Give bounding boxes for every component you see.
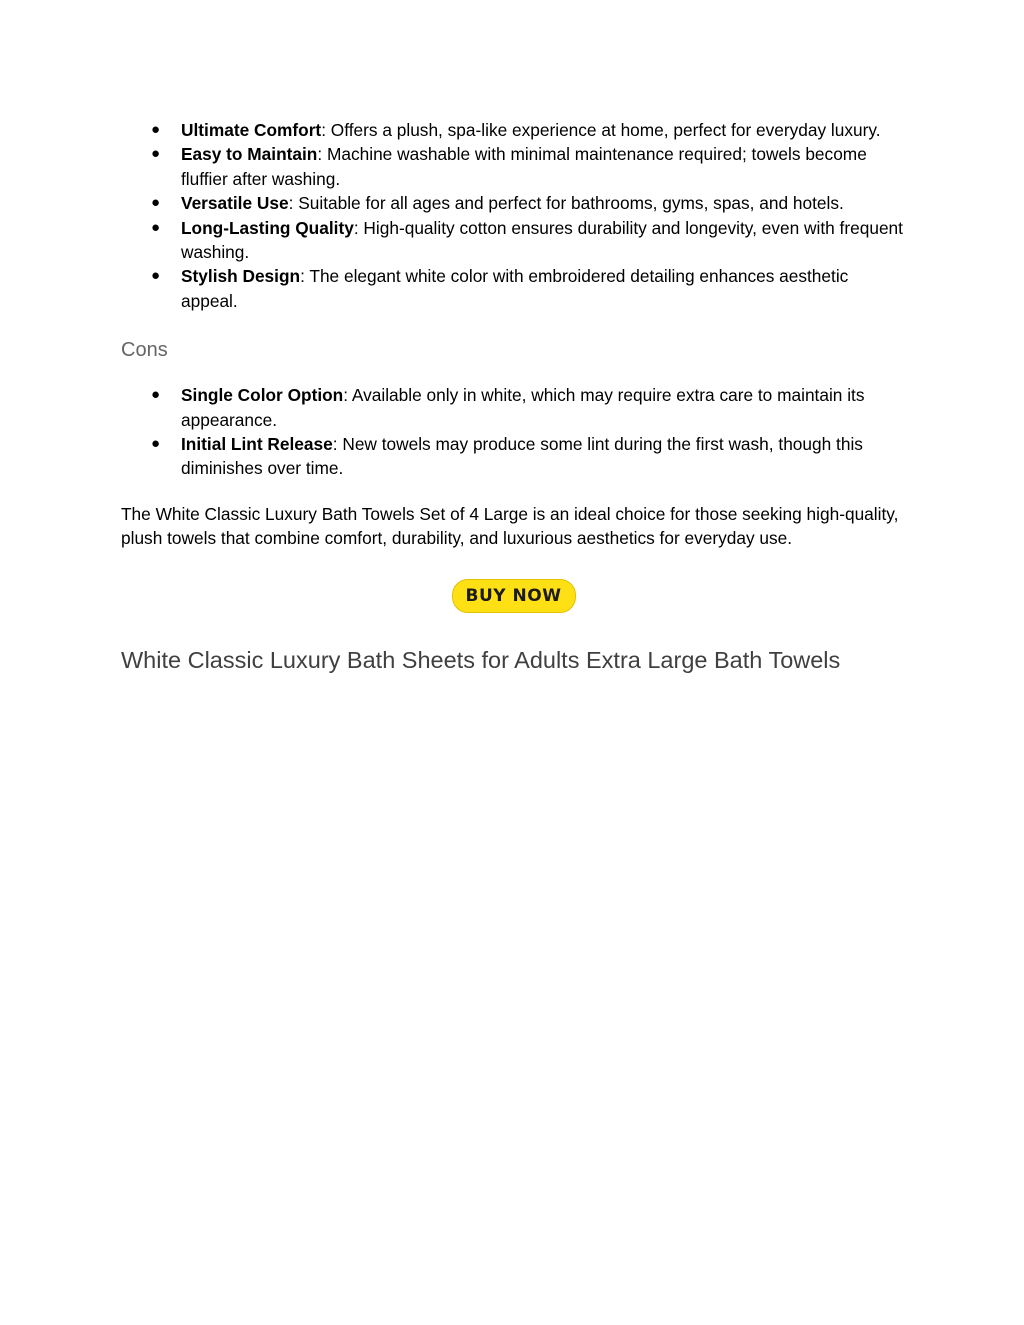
bullet-icon: ● <box>151 386 161 404</box>
summary-paragraph: The White Classic Luxury Bath Towels Set of 4 Large is an ideal choice for those seeking high-quality, plush towels that combine comfort, durability, and luxurious aesthetics for everyday use. <box>121 503 899 549</box>
bullet-icon: ● <box>151 145 161 163</box>
cons-list <box>121 383 906 481</box>
list-item <box>121 142 906 191</box>
pro-title: Easy to Maintain <box>181 144 318 165</box>
section-title: White Classic Luxury Bath Sheets for Adults Extra Large Bath Towels <box>121 646 841 673</box>
list-item <box>121 383 906 432</box>
bullet-icon: ● <box>151 267 161 285</box>
pro-title: Ultimate Comfort <box>181 120 322 140</box>
pro-text: : Suitable for all ages and perfect for bathrooms, gyms, spas, and hotels. <box>288 193 844 214</box>
bullet-icon: ● <box>151 435 161 453</box>
buy-now-container <box>121 579 906 615</box>
con-text: : Available only in white, which may require extra care to maintain its appearance. <box>181 385 865 430</box>
list-item <box>121 118 906 142</box>
list-item <box>121 191 906 215</box>
pro-text: : The elegant white color with embroidered detailing enhances aesthetic appeal. <box>181 266 849 311</box>
buy-now-button[interactable]: BUY NOW <box>452 579 576 613</box>
document-body <box>121 118 906 675</box>
list-item <box>121 216 906 265</box>
bullet-icon: ● <box>151 121 161 138</box>
pro-text: : Offers a plush, spa-like experience at home, perfect for everyday luxury. <box>321 120 881 140</box>
list-item <box>121 264 906 313</box>
pro-text: : Machine washable with minimal maintenance required; towels become fluffier after washing. <box>181 144 867 189</box>
pro-text: : High-quality cotton ensures durability and longevity, even with frequent washing. <box>181 217 903 263</box>
bullet-icon: ● <box>151 218 161 236</box>
con-title: Single Color Option <box>181 385 344 406</box>
con-title: Initial Lint Release <box>181 434 333 455</box>
con-text: : New towels may produce some lint during the first wash, though this diminishes over time. <box>181 434 863 479</box>
pro-title: Versatile Use <box>181 193 289 214</box>
pro-title: Stylish Design <box>181 266 301 287</box>
pro-title: Long-Lasting Quality <box>181 217 354 238</box>
pros-list <box>121 118 906 313</box>
cons-heading: Cons <box>121 339 168 362</box>
list-item <box>121 432 906 481</box>
bullet-icon: ● <box>151 194 161 212</box>
